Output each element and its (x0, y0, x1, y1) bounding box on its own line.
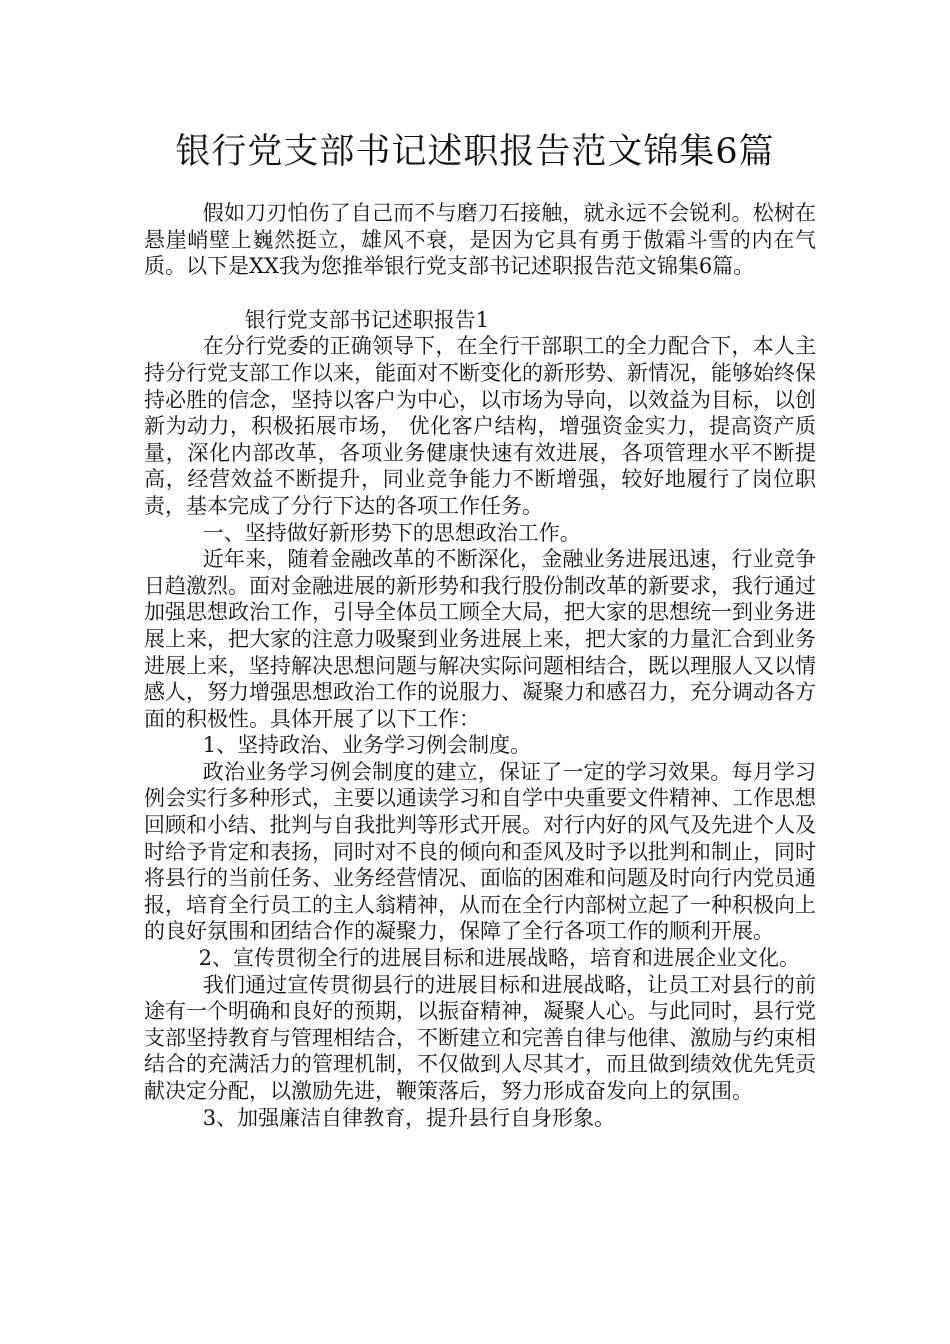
section-heading: 一、坚持做好新形势下的思想政治工作。 (202, 520, 581, 545)
body-paragraph: 政治业务学习例会制度的建立，保证了一定的学习效果。每月学习例会实行多种形式，主要以通读学习和自学中央重要文件精神、工作思想回顾和小结、批判与自我批判等形式开展。对行内好的风气及先进个人及时给予肯定和表扬，同时对不良的倾向和歪风及时予以批判和制止，同时将县行的当前任务、业务经营情况、面临的困难和问题及时向行内党员通报，培育全行员工的主人翁精神，从而在全行内部树立起了一种积极向上的良好氛围和团结合作的凝聚力，保障了全行各项工作的顺利开展。 (144, 759, 816, 944)
subsection-heading: 3、加强廉洁自律教育，提升县行自身形象。 (202, 1105, 616, 1130)
document-title: 银行党支部书记述职报告范文锦集6篇 (175, 132, 775, 172)
document-body (144, 200, 816, 1131)
intro-paragraph: 假如刀刃怕伤了自己而不与磨刀石接触，就永远不会锐利。松树在悬崖峭壁上巍然挺立，雄风不衰，是因为它具有勇于傲霜斗雪的内在气质。以下是XX我为您推举银行党支部书记述职报告范文锦集6篇。 (144, 201, 816, 279)
body-paragraph: 我们通过宣传贯彻县行的进展目标和进展战略，让员工对县行的前途有一个明确和良好的预期，以振奋精神，凝聚人心。与此同时，县行党支部坚持教育与管理相结合，不断建立和完善自律与他律、激励与约束相结合的充满活力的管理机制，不仅做到人尽其才，而且做到绩效优先凭贡献决定分配，以激励先进，鞭策落后，努力形成奋发向上的氛围。 (144, 972, 816, 1103)
body-paragraph: 近年来，随着金融改革的不断深化，金融业务进展迅速，行业竞争日趋激烈。面对金融进展的新形势和我行股份制改革的新要求，我行通过加强思想政治工作，引导全体员工顾全大局，把大家的思想统一到业务进展上来，把大家的注意力吸聚到业务进展上来，把大家的力量汇合到业务进展上来，坚持解决思想问题与解决实际问题相结合，既以理服人又以情感人，努力增强思想政治工作的说服力、凝聚力和感召力，充分调动各方面的积极性。具体开展了以下工作： (144, 547, 816, 731)
subsection-heading: 1、坚持政治、业务学习例会制度。 (202, 733, 532, 758)
subsection-heading: 2、宣传贯彻全行的进展目标和进展战略，培育和进展企业文化。 (198, 946, 800, 971)
body-paragraph: 在分行党委的正确领导下，在全行干部职工的全力配合下，本人主持分行党支部工作以来，能面对不断变化的新形势、新情况，能够始终保持必胜的信念，坚持以客户为中心，以市场为导向，以效益为目标，以创新为动力，积极拓展市场， 优化客户结构，增强资金实力，提高资产质量，深化内部改革，各项业务健康快速有效进展，各项管理水平不断提高，经营效益不断提升，同业竞争能力不断增强，较好地履行了岗位职责，基本完成了分行下达的各项工作任务。 (144, 334, 816, 518)
report-heading: 银行党支部书记述职报告1 (244, 307, 490, 332)
